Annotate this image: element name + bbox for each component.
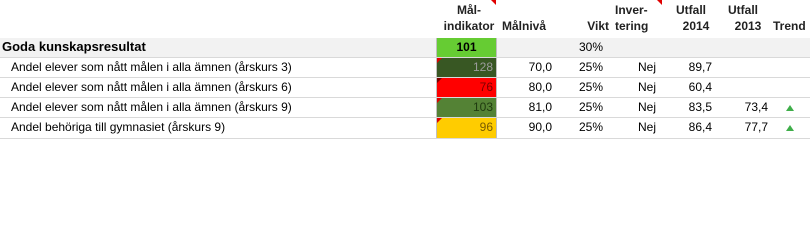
row-invertering: Nej [637, 120, 656, 134]
row-vikt: 25% [578, 80, 604, 94]
row-utfall-2014: 60,4 [688, 80, 712, 94]
header-utfall-2013-line1: Utfall [728, 3, 758, 17]
row-utfall-2013: 73,4 [744, 100, 768, 114]
row-malniva: 90,0 [528, 120, 552, 134]
indicator-value: 76 [479, 80, 493, 94]
row-name: Andel elever som nått målen i alla ämnen (årskurs 6) [11, 80, 292, 94]
row-malniva: 70,0 [528, 60, 552, 74]
header-trend-label: Trend [773, 19, 806, 33]
header-malindikator-line1: Mål- [457, 3, 481, 17]
row-invertering: Nej [637, 80, 656, 94]
indicator-value: 96 [479, 120, 493, 134]
row-vikt: 25% [578, 60, 604, 74]
comment-marker-icon[interactable] [657, 0, 662, 5]
indicator-cell[interactable] [436, 98, 497, 117]
triangle-up-icon [786, 125, 794, 131]
header-utfall-2013-line2: 2013 [734, 19, 762, 33]
header-invertering-line2: tering [615, 19, 649, 33]
section-row[interactable] [0, 38, 810, 58]
header-utfall-2014[interactable] [676, 2, 716, 40]
indicator-value: 103 [472, 100, 493, 114]
table-row[interactable] [0, 78, 810, 98]
row-name: Andel behöriga till gymnasiet (årskurs 9) [11, 120, 226, 134]
indicator-cell[interactable] [436, 58, 497, 77]
table-row[interactable] [0, 98, 810, 118]
row-vikt: 25% [578, 100, 604, 114]
comment-marker-icon[interactable] [437, 98, 442, 103]
row-name: Andel elever som nått målen i alla ämnen (årskurs 9) [11, 100, 292, 114]
header-utfall-2013[interactable] [728, 2, 768, 40]
row-invertering: Nej [637, 60, 656, 74]
comment-marker-icon[interactable] [437, 118, 442, 123]
table-row[interactable] [0, 118, 810, 139]
triangle-up-icon [786, 105, 794, 111]
row-utfall-2013: 77,7 [744, 120, 768, 134]
section-vikt: 30% [578, 40, 604, 54]
row-vikt: 25% [578, 120, 604, 134]
row-utfall-2014: 86,4 [688, 120, 712, 134]
header-malindikator-line2: indikator [443, 19, 495, 33]
row-malniva: 81,0 [528, 100, 552, 114]
section-indicator-value: 101 [456, 40, 477, 54]
section-indicator-cell[interactable] [436, 38, 497, 57]
comment-marker-icon[interactable] [491, 0, 496, 5]
header-utfall-2014-line1: Utfall [676, 3, 706, 17]
row-name: Andel elever som nått målen i alla ämnen (årskurs 3) [11, 60, 292, 74]
header-invertering-line1: Inver- [615, 3, 648, 17]
row-malniva: 80,0 [528, 80, 552, 94]
comment-marker-icon[interactable] [437, 58, 442, 63]
header-malniva-label: Målnivå [502, 19, 547, 33]
row-utfall-2014: 89,7 [688, 60, 712, 74]
comment-marker-icon[interactable] [437, 78, 442, 83]
indicator-cell[interactable] [436, 78, 497, 97]
header-malindikator[interactable] [440, 2, 498, 40]
row-invertering: Nej [637, 100, 656, 114]
row-utfall-2014: 83,5 [688, 100, 712, 114]
indicator-value: 128 [472, 60, 493, 74]
header-vikt-label: Vikt [587, 19, 609, 33]
section-name: Goda kunskapsresultat [2, 39, 146, 54]
table-row[interactable] [0, 58, 810, 78]
header-invertering[interactable] [615, 2, 665, 40]
header-utfall-2014-line2: 2014 [682, 19, 710, 33]
indicator-cell[interactable] [436, 118, 497, 138]
